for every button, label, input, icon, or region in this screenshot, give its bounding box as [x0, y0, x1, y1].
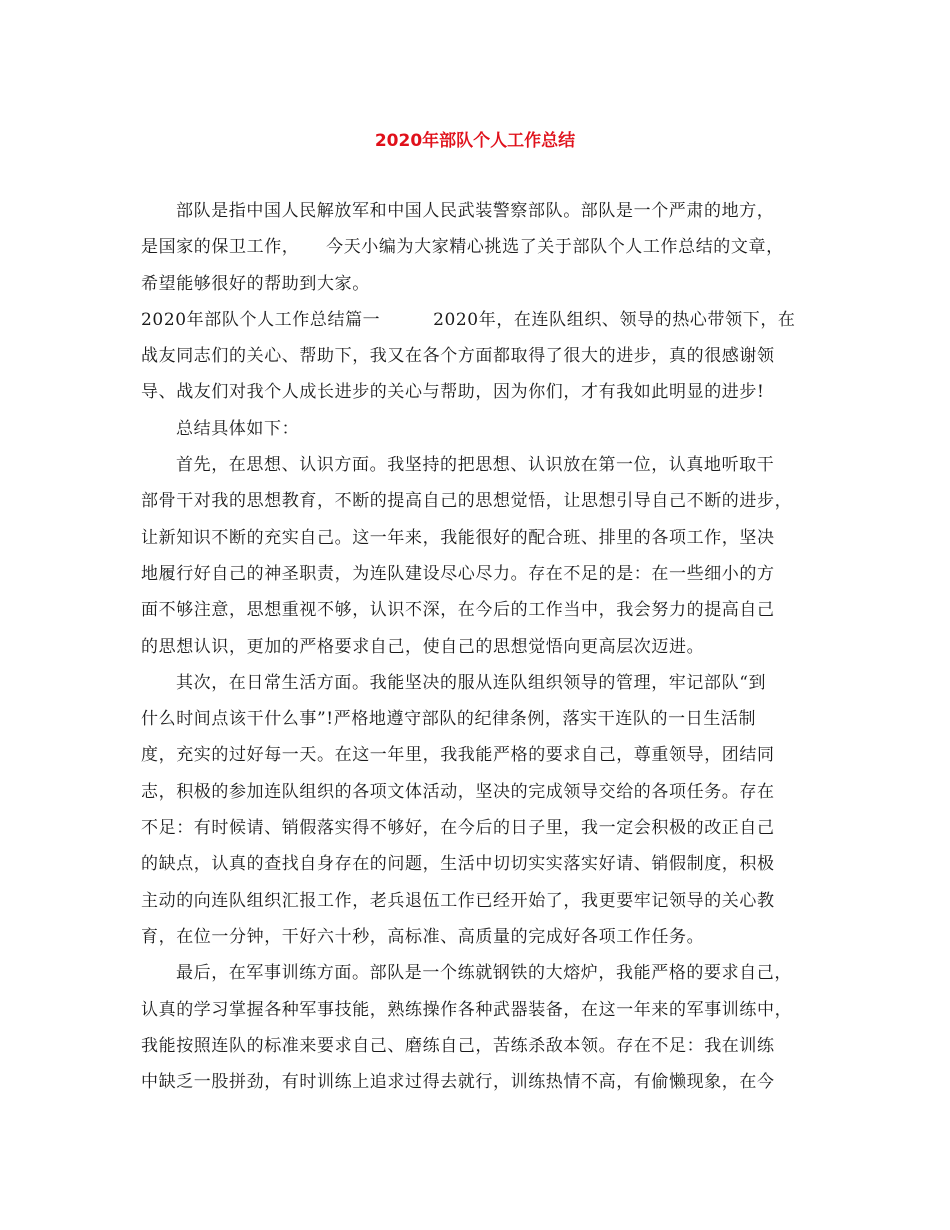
document-body: [141, 193, 813, 1100]
text-line: 主动的向连队组织汇报工作，老兵退伍工作已经开始了，我更要牢记领导的关心教: [141, 890, 775, 911]
text-line: 我能按照连队的标准来要求自己、磨练自己，苦练杀敌本领。存在不足：我在训练: [141, 1035, 775, 1056]
document-title: 2020年部队个人工作总结: [374, 131, 576, 151]
text-line: 什么时间点该干什么事”!严格地遵守部队的纪律条例，落实干连队的一日生活制: [141, 709, 757, 730]
text-line: 志，积极的参加连队组织的各项文体活动，坚决的完成领导交给的各项任务。存在: [141, 781, 775, 802]
text-line: 其次，在日常生活方面。我能坚决的服从连队组织领导的管理，牢记部队“到: [176, 672, 767, 693]
text-line: 让新知识不断的充实自己。这一年来，我能很好的配合班、排里的各项工作，坚决: [141, 527, 775, 548]
text-line: 不足：有时候请、销假落实得不够好，在今后的日子里，我一定会积极的改正自己: [141, 818, 775, 839]
text-line: 战友同志们的关心、帮助下，我又在各个方面都取得了很大的进步，真的很感谢领: [141, 346, 775, 367]
text-line: 最后，在军事训练方面。部队是一个练就钢铁的大熔炉，我能严格的要求自己，: [176, 963, 792, 984]
text-line: 的缺点，认真的查找自身存在的问题，生活中切切实实落实好请、销假制度，积极: [141, 854, 775, 875]
text-line: 总结具体如下：: [176, 418, 300, 439]
text-line: 中缺乏一股拼劲，有时训练上追求过得去就行，训练热情不高，有偷懒现象，在今: [141, 1072, 775, 1093]
text-line: 认真的学习掌握各种军事技能，熟练操作各种武器装备，在这一年来的军事训练中，: [141, 999, 793, 1020]
text-line: 是国家的保卫工作， 今天小编为大家精心挑选了关于部队个人工作总结的文章，: [141, 237, 784, 258]
text-line: 希望能够很好的帮助到大家。: [141, 273, 370, 294]
text-line: 部队是指中国人民解放军和中国人民武装警察部队。部队是一个严肃的地方，: [176, 201, 775, 221]
text-line: 2020年部队个人工作总结篇一 2020年，在连队组织、领导的热心带领下，在: [141, 309, 796, 330]
text-line: 面不够注意，思想重视不够，认识不深，在今后的工作当中，我会努力的提高自己: [141, 600, 775, 621]
text-line: 导、战友们对我个人成长进步的关心与帮助，因为你们，才有我如此明显的进步!: [141, 382, 765, 403]
text-line: 首先，在思想、认识方面。我坚持的把思想、认识放在第一位，认真地听取干: [176, 455, 775, 476]
text-line: 度，充实的过好每一天。在这一年里，我我能严格的要求自己，尊重领导，团结同: [141, 745, 775, 766]
text-line: 部骨干对我的思想教育，不断的提高自己的思想觉悟，让思想引导自己不断的进步，: [141, 491, 793, 512]
text-line: 地履行好自己的神圣职责，为连队建设尽心尽力。存在不足的是：在一些细小的方: [141, 563, 775, 584]
text-line: 的思想认识，更加的严格要求自己，使自己的思想觉悟向更高层次迈进。: [141, 636, 705, 657]
text-line: 育，在位一分钟，干好六十秒，高标准、高质量的完成好各项工作任务。: [141, 926, 705, 947]
